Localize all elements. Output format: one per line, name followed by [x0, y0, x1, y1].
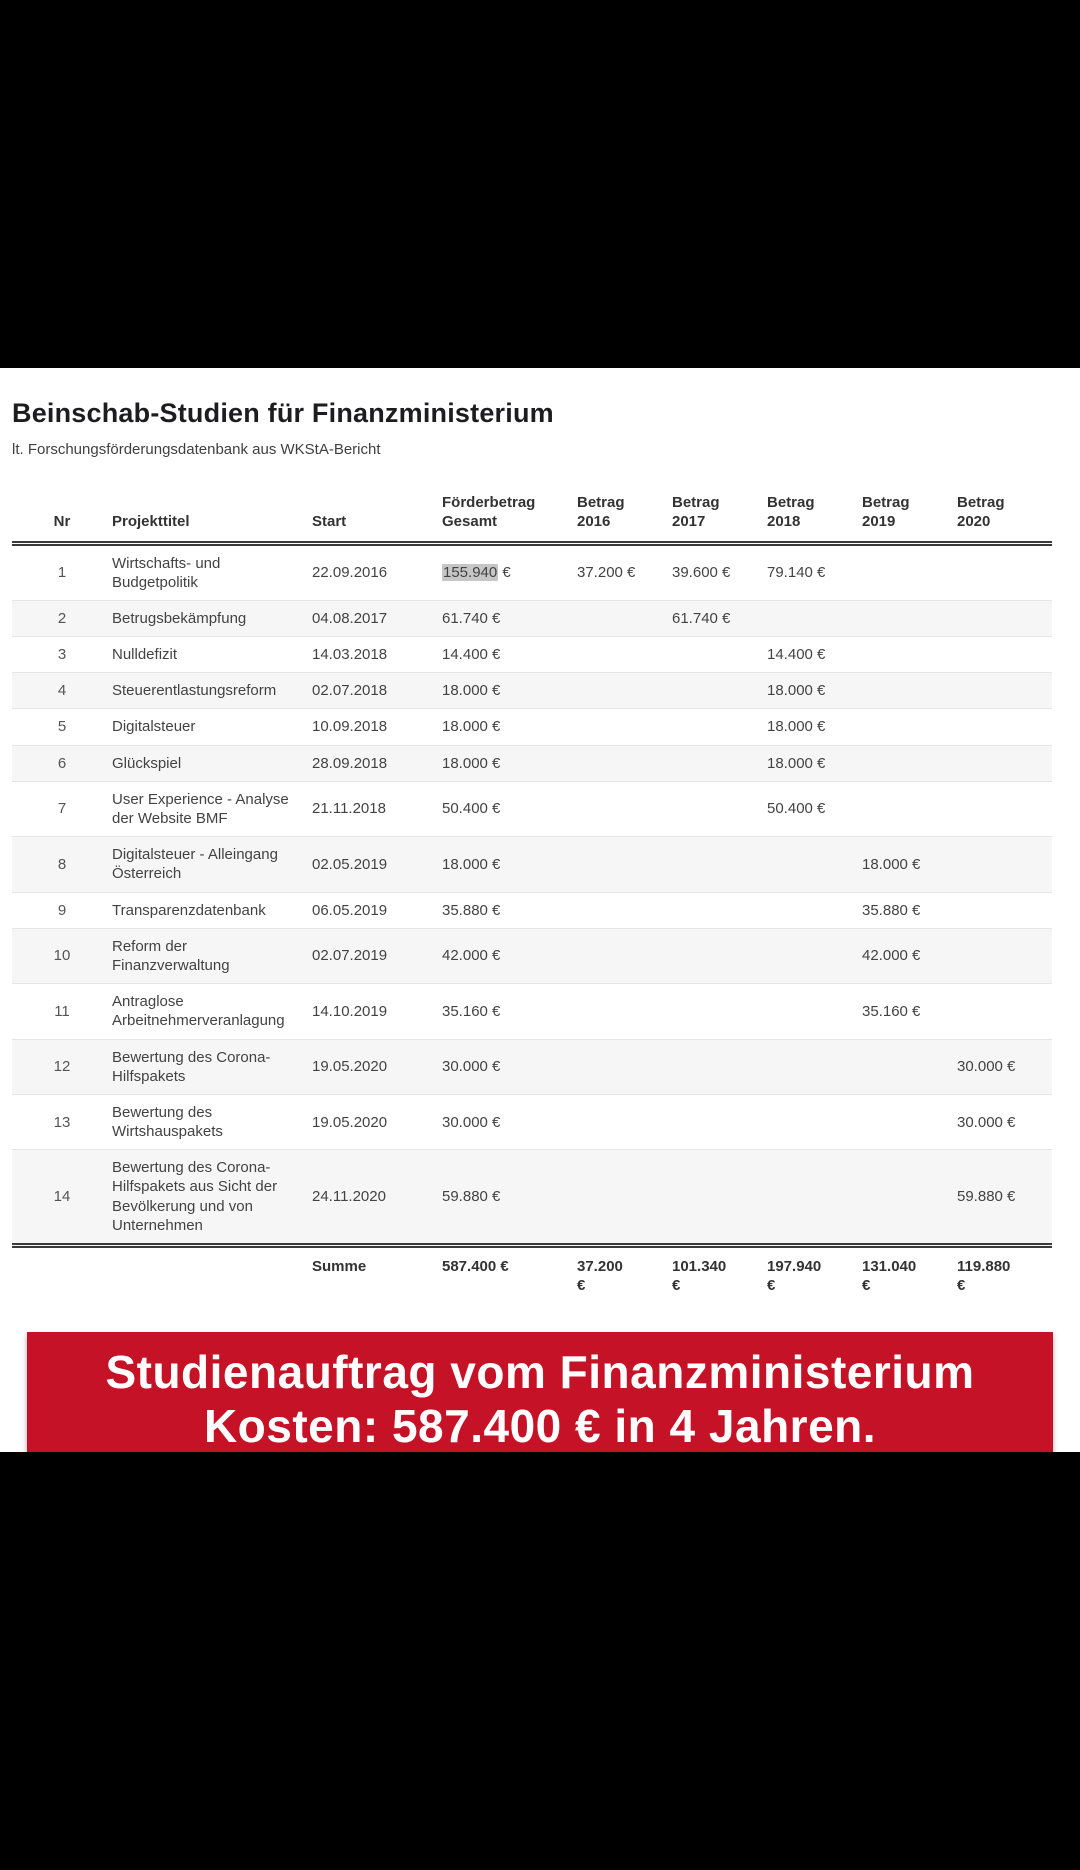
cell-betrag-2017 — [672, 928, 767, 983]
cell-start: 24.11.2020 — [312, 1150, 442, 1246]
cell-nr: 2 — [12, 600, 112, 636]
cell-betrag-2020 — [957, 781, 1052, 836]
cell-betrag-2017 — [672, 709, 767, 745]
cell-betrag-2017 — [672, 892, 767, 928]
cell-start: 14.10.2019 — [312, 984, 442, 1039]
cell-betrag-2018 — [767, 837, 862, 892]
cell-start: 28.09.2018 — [312, 745, 442, 781]
table-row — [12, 892, 1052, 928]
cell-projekttitel: Bewertung des Corona-Hilfspakets aus Sicht der Bevölkerung und von Unternehmen — [112, 1150, 312, 1246]
cell-betrag-2016 — [577, 673, 672, 709]
cell-foerderbetrag-gesamt: 35.160 € — [442, 984, 577, 1039]
cell-betrag-2019: 35.880 € — [862, 892, 957, 928]
cell-betrag-2016 — [577, 745, 672, 781]
cell-betrag-2019 — [862, 709, 957, 745]
cell-betrag-2019 — [862, 673, 957, 709]
cell-betrag-2018 — [767, 892, 862, 928]
cell-foerderbetrag-gesamt: 35.880 € — [442, 892, 577, 928]
col-header-nr: Nr — [12, 488, 112, 543]
letterbox-bottom — [0, 1452, 1080, 1870]
cell-foerderbetrag-gesamt: 14.400 € — [442, 637, 577, 673]
cell-projekttitel: Steuerentlastungsreform — [112, 673, 312, 709]
banner-line-2: Kosten: 587.400 € in 4 Jahren. — [203, 1400, 877, 1452]
cell-start: 06.05.2019 — [312, 892, 442, 928]
cell-betrag-2017 — [672, 745, 767, 781]
cell-start: 02.07.2019 — [312, 928, 442, 983]
cell-betrag-2017 — [672, 1039, 767, 1094]
cell-projekttitel: User Experience - Analyse der Website BMF — [112, 781, 312, 836]
cell-projekttitel: Betrugsbekämpfung — [112, 600, 312, 636]
cell-betrag-2019 — [862, 637, 957, 673]
table-row — [12, 600, 1052, 636]
table-row — [12, 543, 1052, 600]
cell-betrag-2020 — [957, 600, 1052, 636]
cell-betrag-2019 — [862, 1150, 957, 1246]
summe-2020: 119.880 € — [957, 1246, 1052, 1304]
cell-betrag-2017 — [672, 781, 767, 836]
cell-foerderbetrag-gesamt: 18.000 € — [442, 837, 577, 892]
cell-betrag-2018: 14.400 € — [767, 637, 862, 673]
cell-betrag-2018 — [767, 1094, 862, 1149]
table-row — [12, 837, 1052, 892]
summe-2017: 101.340 € — [672, 1246, 767, 1304]
cell-betrag-2019 — [862, 745, 957, 781]
cell-foerderbetrag-gesamt: 42.000 € — [442, 928, 577, 983]
cell-betrag-2020: 59.880 € — [957, 1150, 1052, 1246]
col-header-projekttitel: Projekttitel — [112, 488, 312, 543]
cell-projekttitel: Digitalsteuer - Alleingang Österreich — [112, 837, 312, 892]
cell-betrag-2019: 35.160 € — [862, 984, 957, 1039]
cell-nr: 8 — [12, 837, 112, 892]
cell-projekttitel: Wirtschafts- und Budgetpolitik — [112, 554, 221, 591]
cell-betrag-2020 — [957, 837, 1052, 892]
table-row — [12, 1150, 1052, 1246]
cell-betrag-2020 — [957, 984, 1052, 1039]
letterbox-top — [0, 0, 1080, 368]
cell-foerderbetrag-gesamt: 155.940 € — [443, 564, 511, 582]
cell-nr: 11 — [12, 984, 112, 1039]
cell-projekttitel: Nulldefizit — [112, 637, 312, 673]
col-header-betrag-2019: Betrag 2019 — [862, 488, 957, 543]
table-row — [12, 673, 1052, 709]
cell-betrag-2016 — [577, 1094, 672, 1149]
cell-foerderbetrag-gesamt: 18.000 € — [442, 673, 577, 709]
cell-nr: 14 — [12, 1150, 112, 1246]
header-row — [12, 488, 1052, 543]
cell-betrag-2018 — [767, 984, 862, 1039]
cell-start: 04.08.2017 — [312, 600, 442, 636]
cell-betrag-2016 — [577, 1150, 672, 1246]
summe-empty-titel — [112, 1246, 312, 1304]
cell-betrag-2019 — [862, 600, 957, 636]
cell-betrag-2019 — [862, 543, 957, 600]
cell-betrag-2016 — [577, 637, 672, 673]
cell-foerderbetrag-gesamt: 30.000 € — [442, 1094, 577, 1149]
cell-start: 19.05.2020 — [312, 1094, 442, 1149]
cell-nr: 3 — [12, 637, 112, 673]
cell-betrag-2020 — [957, 543, 1052, 600]
cell-betrag-2017 — [672, 637, 767, 673]
cell-betrag-2020: 30.000 € — [957, 1039, 1052, 1094]
cell-projekttitel: Bewertung des Wirtshauspakets — [112, 1094, 312, 1149]
cell-foerderbetrag-gesamt: 18.000 € — [442, 709, 577, 745]
cell-start: 14.03.2018 — [312, 637, 442, 673]
table-header — [12, 488, 1052, 543]
cell-nr: 7 — [12, 781, 112, 836]
table-footer — [12, 1246, 1052, 1304]
cell-betrag-2019: 42.000 € — [862, 928, 957, 983]
cell-betrag-2020 — [957, 745, 1052, 781]
table-row — [12, 709, 1052, 745]
table-row — [12, 745, 1052, 781]
col-header-start: Start — [312, 488, 442, 543]
summe-2019: 131.040 € — [862, 1246, 957, 1304]
cost-banner — [27, 1332, 1053, 1452]
cell-nr: 1 — [57, 564, 67, 582]
cell-betrag-2017 — [672, 1150, 767, 1246]
cell-betrag-2019: 18.000 € — [862, 837, 957, 892]
table-body — [12, 543, 1052, 1246]
cell-betrag-2019 — [862, 1094, 957, 1149]
cell-betrag-2016 — [577, 600, 672, 636]
cell-betrag-2020 — [957, 892, 1052, 928]
banner-line-1: Studienauftrag vom Finanzministerium — [105, 1346, 975, 1399]
page-title: Beinschab-Studien für Finanzministerium — [12, 398, 554, 428]
summe-gesamt: 587.400 € — [442, 1246, 577, 1304]
cell-betrag-2018 — [767, 1039, 862, 1094]
cell-nr: 9 — [12, 892, 112, 928]
cell-betrag-2017 — [672, 984, 767, 1039]
cell-betrag-2017 — [672, 1094, 767, 1149]
cell-projekttitel: Glückspiel — [112, 745, 312, 781]
summe-empty-nr — [12, 1246, 112, 1304]
cell-betrag-2020 — [957, 709, 1052, 745]
cell-betrag-2017: 61.740 € — [672, 600, 767, 636]
cell-projekttitel: Digitalsteuer — [112, 709, 312, 745]
cell-betrag-2020 — [957, 637, 1052, 673]
table-row — [12, 1094, 1052, 1149]
cell-foerderbetrag-gesamt: 50.400 € — [442, 781, 577, 836]
cell-foerderbetrag-gesamt: 30.000 € — [442, 1039, 577, 1094]
cell-nr: 4 — [12, 673, 112, 709]
cell-betrag-2018 — [767, 1150, 862, 1246]
table-row — [12, 928, 1052, 983]
summe-row — [12, 1246, 1052, 1304]
col-header-betrag-2016: Betrag 2016 — [577, 488, 672, 543]
cell-projekttitel: Antraglose Arbeitnehmerveranlagung — [112, 984, 312, 1039]
cell-betrag-2017 — [672, 837, 767, 892]
cell-betrag-2018: 18.000 € — [767, 745, 862, 781]
cell-projekttitel: Bewertung des Corona-Hilfspakets — [112, 1039, 312, 1094]
cell-foerderbetrag-gesamt: 18.000 € — [442, 745, 577, 781]
table-row — [12, 1039, 1052, 1094]
cell-betrag-2018: 18.000 € — [767, 673, 862, 709]
table-row — [12, 984, 1052, 1039]
cell-projekttitel: Transparenzdatenbank — [112, 892, 312, 928]
cell-betrag-2019 — [862, 1039, 957, 1094]
table-row — [12, 637, 1052, 673]
cell-betrag-2020 — [957, 673, 1052, 709]
cell-nr: 6 — [12, 745, 112, 781]
summe-2016: 37.200 € — [577, 1246, 672, 1304]
cell-start: 02.05.2019 — [312, 837, 442, 892]
cell-betrag-2016 — [577, 892, 672, 928]
cell-betrag-2018 — [767, 600, 862, 636]
cell-nr: 12 — [12, 1039, 112, 1094]
cell-betrag-2016 — [577, 984, 672, 1039]
content-area — [0, 368, 1080, 1452]
table-row — [12, 781, 1052, 836]
col-header-betrag-2018: Betrag 2018 — [767, 488, 862, 543]
page-subtitle: lt. Forschungsförderungsdatenbank aus WKStA-Bericht — [12, 441, 381, 459]
col-header-betrag-2020: Betrag 2020 — [957, 488, 1052, 543]
col-header-foerderbetrag-gesamt: Förderbetrag Gesamt — [442, 488, 577, 543]
cell-projekttitel: Reform der Finanzverwaltung — [112, 928, 312, 983]
cell-foerderbetrag-gesamt: 59.880 € — [442, 1150, 577, 1246]
studies-table — [12, 488, 1052, 1304]
cell-betrag-2020: 30.000 € — [957, 1094, 1052, 1149]
summe-2018: 197.940 € — [767, 1246, 862, 1304]
cell-betrag-2016 — [577, 709, 672, 745]
cell-betrag-2016 — [577, 1039, 672, 1094]
cell-betrag-2018: 79.140 € — [767, 564, 826, 582]
cell-betrag-2018: 50.400 € — [767, 781, 862, 836]
cell-betrag-2016 — [577, 837, 672, 892]
cell-nr: 13 — [12, 1094, 112, 1149]
cell-betrag-2018 — [767, 928, 862, 983]
cell-betrag-2020 — [957, 928, 1052, 983]
cell-betrag-2016 — [577, 928, 672, 983]
cell-betrag-2018: 18.000 € — [767, 709, 862, 745]
cell-start: 02.07.2018 — [312, 673, 442, 709]
cell-nr: 5 — [12, 709, 112, 745]
highlighted-value: 155.940 — [443, 564, 498, 582]
cell-foerderbetrag-gesamt: 61.740 € — [442, 600, 577, 636]
cell-betrag-2016: 37.200 € — [577, 564, 636, 582]
cell-start: 19.05.2020 — [312, 1039, 442, 1094]
col-header-betrag-2017: Betrag 2017 — [672, 488, 767, 543]
cell-betrag-2019 — [862, 781, 957, 836]
summe-label: Summe — [312, 1246, 442, 1304]
cell-betrag-2017 — [672, 673, 767, 709]
cell-betrag-2017: 39.600 € — [672, 564, 731, 582]
cell-start: 10.09.2018 — [312, 709, 442, 745]
cell-nr: 10 — [12, 928, 112, 983]
cell-start: 22.09.2016 — [312, 564, 388, 582]
cell-start: 21.11.2018 — [312, 781, 442, 836]
cell-betrag-2016 — [577, 781, 672, 836]
